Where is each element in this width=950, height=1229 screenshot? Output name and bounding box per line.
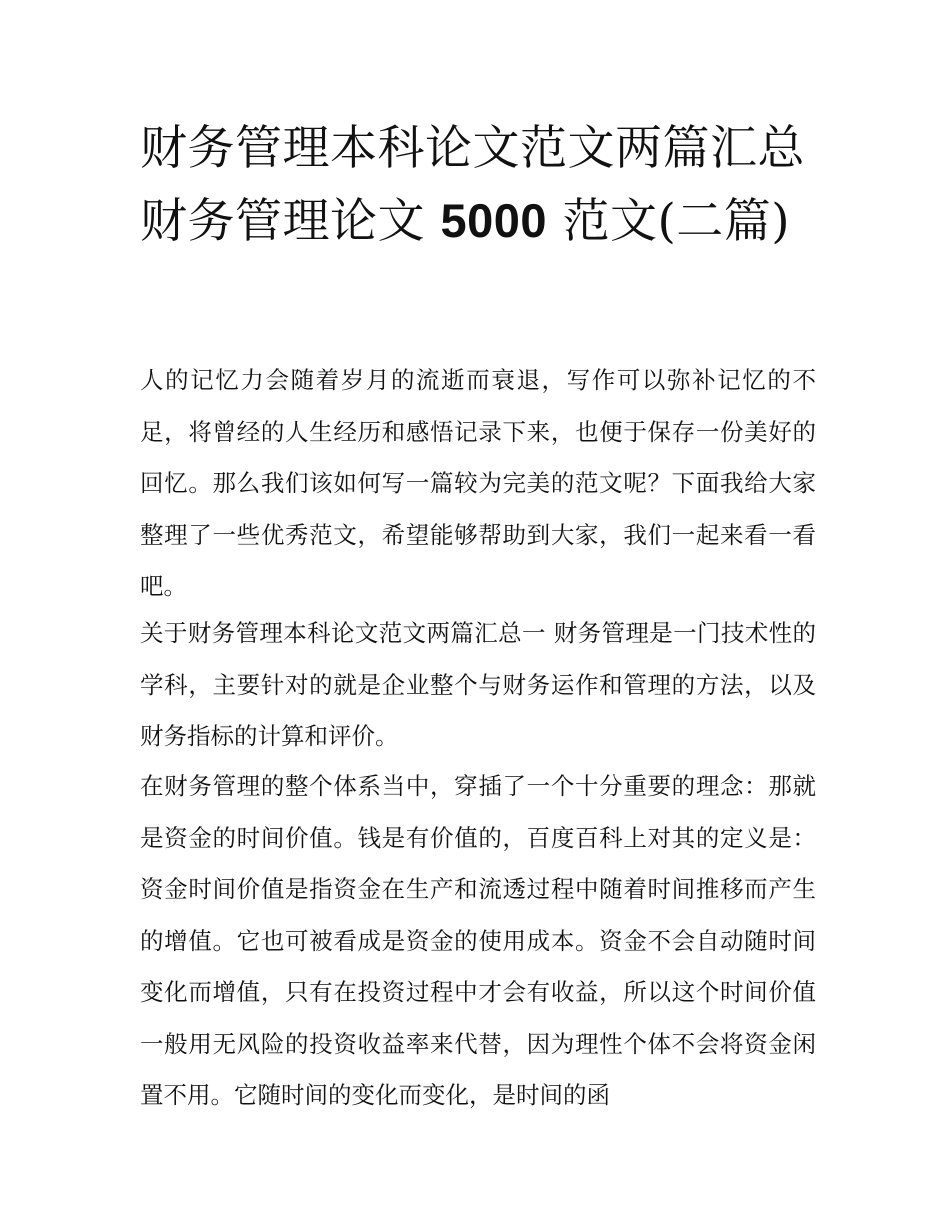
title-text-part2: 范文(二篇) [562, 194, 791, 249]
title-number: 5000 [440, 194, 548, 247]
paragraph-time-value: 在财务管理的整个体系当中，穿插了一个十分重要的理念：那就是资金的时间价值。钱是有价值的，百度百科上对其的定义是：资金时间价值是指资金在生产和流透过程中随着时间推移而产生的增值。它也可被看成是资金的使用成本。资金不会自动随时间变化而增值，只有在投资过程中才会有收益，所以这个时间价值一般用无风险的投资收益率来代替，因为理性个体不会将资金闲置不用。它随时间的变化而变化，是时间的函 [140, 772, 816, 1109]
title-text-part1: 财务管理本科论文范文两篇汇总 财务管理论文 [140, 121, 805, 249]
document-title [140, 113, 820, 258]
paragraph-financial-management: 关于财务管理本科论文范文两篇汇总一 财务管理是一门技术性的学科，主要针对的就是企业整个与财务运作和管理的方法，以及财务指标的计算和评价。 [140, 619, 816, 750]
paragraph-intro: 人的记忆力会随着岁月的流逝而衰退，写作可以弥补记忆的不足，将曾经的人生经历和感悟记录下来，也便于保存一份美好的回忆。那么我们该如何写一篇较为完美的范文呢？下面我给大家整理了一些优秀范文，希望能够帮助到大家，我们一起来看一看吧。 [140, 366, 816, 600]
